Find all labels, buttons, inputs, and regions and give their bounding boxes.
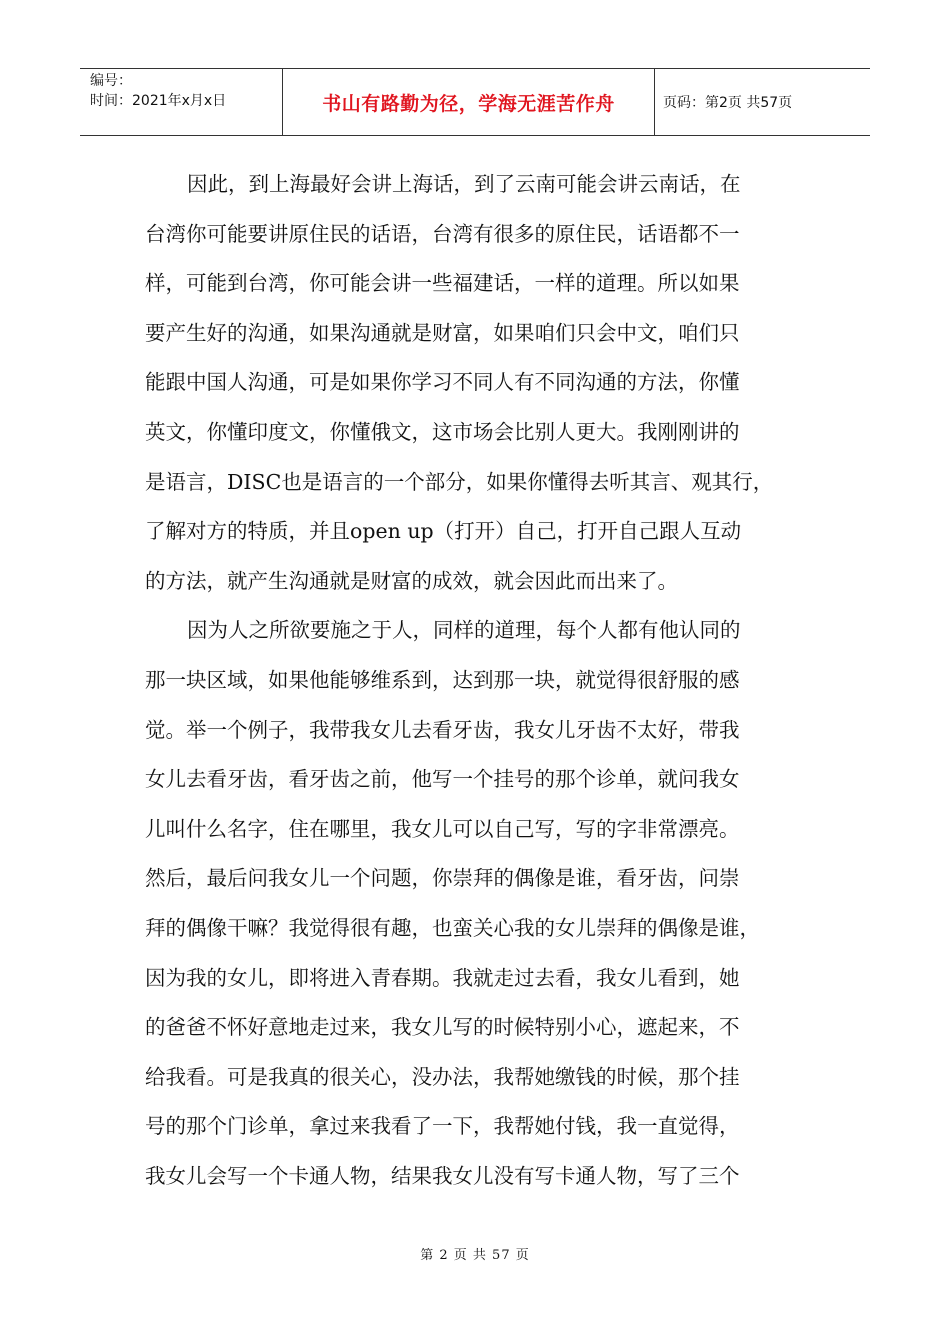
body-text-line: 觉。举一个例子，我带我女儿去看牙齿，我女儿牙齿不太好，带我 <box>145 717 740 742</box>
body-text-line: 号的那个门诊单，拿过来我看了一下，我帮她付钱，我一直觉得， <box>145 1114 740 1139</box>
body-text-line: 是语言，DISC也是语言的一个部分，如果你懂得去听其言、观其行， <box>145 469 774 494</box>
body-text-line: 因此，到上海最好会讲上海话，到了云南可能会讲云南话，在 <box>187 172 741 196</box>
body-text-line: 女儿去看牙齿，看牙齿之前，他写一个挂号的那个诊单，就问我女 <box>145 767 740 792</box>
body-text-line: 的爸爸不怀好意地走过来，我女儿写的时候特别小心，遮起来，不 <box>145 1015 740 1040</box>
body-text-line: 给我看。可是我真的很关心，没办法，我帮她缴钱的时候，那个挂 <box>145 1064 740 1089</box>
document-body <box>145 160 825 1201</box>
body-text-line: 因为我的女儿，即将进入青春期。我就走过去看，我女儿看到，她 <box>145 965 740 990</box>
body-text-line: 台湾你可能要讲原住民的话语，台湾有很多的原住民，话语都不一 <box>145 221 740 246</box>
body-text-line: 因为人之所欲要施之于人，同样的道理，每个人都有他认同的 <box>187 618 741 643</box>
header-page-cell <box>655 69 870 135</box>
footer-page-number: 第 2 页 共 57 页 <box>420 1248 530 1263</box>
header-motto-cell <box>283 69 655 135</box>
body-text-line: 儿叫什么名字，住在哪里，我女儿可以自己写，写的字非常漂亮。 <box>145 816 740 841</box>
body-text-line: 我女儿会写一个卡通人物，结果我女儿没有写卡通人物，写了三个 <box>145 1163 740 1188</box>
body-text-line: 能跟中国人沟通，可是如果你学习不同人有不同沟通的方法，你懂 <box>145 370 740 395</box>
header-motto: 书山有路勤为径，学海无涯苦作舟 <box>322 92 615 115</box>
body-text-line: 拜的偶像干嘛？我觉得很有趣，也蛮关心我的女儿崇拜的偶像是谁， <box>145 915 760 940</box>
body-text-line: 那一块区域，如果他能够维系到，达到那一块，就觉得很舒服的感 <box>145 667 740 692</box>
body-text-line: 的方法，就产生沟通就是财富的成效，就会因此而出来了。 <box>145 568 678 593</box>
body-text-line: 了解对方的特质，并且open up（打开）自己，打开自己跟人互动 <box>145 519 742 544</box>
body-text-line: 要产生好的沟通，如果沟通就是财富，如果咱们只会中文，咱们只 <box>145 320 740 345</box>
body-text-line: 英文，你懂印度文，你懂俄文，这市场会比别人更大。我刚刚讲的 <box>145 419 740 444</box>
document-header <box>80 68 870 136</box>
body-text-line: 样，可能到台湾，你可能会讲一些福建话，一样的道理。所以如果 <box>145 271 740 296</box>
page-footer <box>0 1244 950 1263</box>
header-meta-cell <box>80 69 283 135</box>
doc-number-label: 编号： <box>90 73 132 89</box>
header-page-info: 页码：第2页 共57页 <box>663 95 793 111</box>
body-text-line: 然后，最后问我女儿一个问题，你崇拜的偶像是谁，看牙齿，问崇 <box>145 866 740 891</box>
date-line: 时间：2021年x月x日 <box>90 93 227 109</box>
